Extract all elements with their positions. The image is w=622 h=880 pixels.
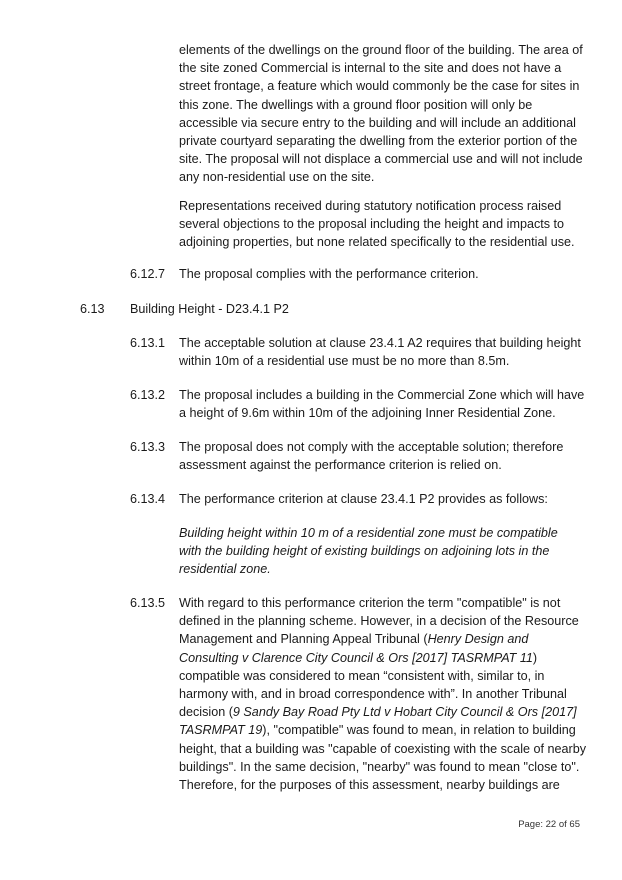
case-citation: Henry Design and [427,632,529,647]
text-line: Therefore, for the purposes of this assessment, nearby buildings are [179,778,560,793]
text-line: compatible was considered to mean “consistent with, similar to, in [179,668,545,683]
case-citation: TASRMPAT 19 [179,723,263,738]
text-line: height, that a building was "capable of coexisting with the scale of nearby [179,741,587,756]
text-line: assessment against the performance criterion is relied on. [179,458,502,473]
section-6-13-2-text [179,386,584,422]
criterion-quote [179,524,558,579]
text-line: Building height within 10 m of a residential zone must be compatible [179,526,558,540]
case-citation: Consulting v Clarence City Council & Ors [2017] TASRMPAT 11 [179,650,533,665]
text-line: The proposal complies with the performance criterion. [179,267,479,281]
text-line: several objections to the proposal including the height and impacts to [179,217,565,232]
text-line: with the building height of existing buildings on adjoining lots in the [179,544,550,559]
text-run: ) [532,650,538,665]
text-line: accessible via secure entry to the building and will include an additional [179,115,576,130]
intro-paragraph [179,41,583,187]
section-6-13-4-text [179,490,548,508]
section-6-13-heading [130,300,289,318]
text-line: The acceptable solution at clause 23.4.1 A2 requires that building height [179,336,581,350]
section-6-13-3-text [179,438,563,474]
text-line: this zone. The dwellings with a ground floor position will only be [179,97,533,112]
text-line: With regard to this performance criterion the term "compatible" is not [179,596,561,610]
text-line: residential zone. [179,562,271,577]
text-line: private courtyard separating the dwelling from the exterior portion of the [179,134,578,149]
text-line: within 10m of a residential use must be no more than 8.5m. [179,354,510,369]
text-line: defined in the planning scheme. However, in a decision of the Resource [179,614,579,629]
text-line: The proposal includes a building in the Commercial Zone which will have [179,388,585,402]
text-line: Representations received during statutory notification process raised [179,199,562,213]
section-number-6-13-2: 6.13.2 [130,388,166,402]
section-number-6-13-1: 6.13.1 [130,336,166,350]
case-citation: 9 Sandy Bay Road Pty Ltd v Hobart City Council & Ors [2017] [232,705,577,720]
text-line: harmony with, and in broad correspondence with”. In another Tribunal [179,687,567,702]
text-line [179,721,586,739]
text-line: any non-residential use on the site. [179,170,375,185]
text-line: the site zoned Commercial is internal to the site and does not have a [179,61,562,76]
section-6-12-7-text [179,265,479,283]
heading-text: Building Height - D23.4.1 P2 [130,302,289,316]
page-number-footer: Page: 22 of 65 [518,819,580,830]
text-run: Management and Planning Appeal Tribunal ( [179,632,428,647]
section-number-6-13: 6.13 [80,302,105,316]
text-line [179,630,586,648]
text-run: ), "compatible" was found to mean, in relation to building [262,723,576,738]
section-number-6-13-4: 6.13.4 [130,492,166,506]
text-line: a height of 9.6m within 10m of the adjoining Inner Residential Zone. [179,406,556,421]
text-run: decision ( [179,705,233,720]
text-line: site. The proposal will not displace a commercial use and will not include [179,152,583,167]
section-number-6-13-3: 6.13.3 [130,440,166,454]
section-6-13-5-text [179,594,586,794]
text-line: elements of the dwellings on the ground floor of the building. The area of [179,43,583,57]
section-6-13-1-text [179,334,581,370]
representations-paragraph [179,197,575,252]
text-line [179,649,586,667]
text-line [179,703,586,721]
text-line: street frontage, a feature which would commonly be the case for sites in [179,79,580,94]
text-line: buildings". In the same decision, "nearby" was found to mean "close to". [179,759,580,774]
text-line: The performance criterion at clause 23.4.1 P2 provides as follows: [179,492,548,506]
section-number-6-12-7: 6.12.7 [130,267,166,281]
text-line: adjoining properties, but none related specifically to the residential use. [179,235,575,250]
text-line: The proposal does not comply with the acceptable solution; therefore [179,440,564,454]
section-number-6-13-5: 6.13.5 [130,596,166,610]
